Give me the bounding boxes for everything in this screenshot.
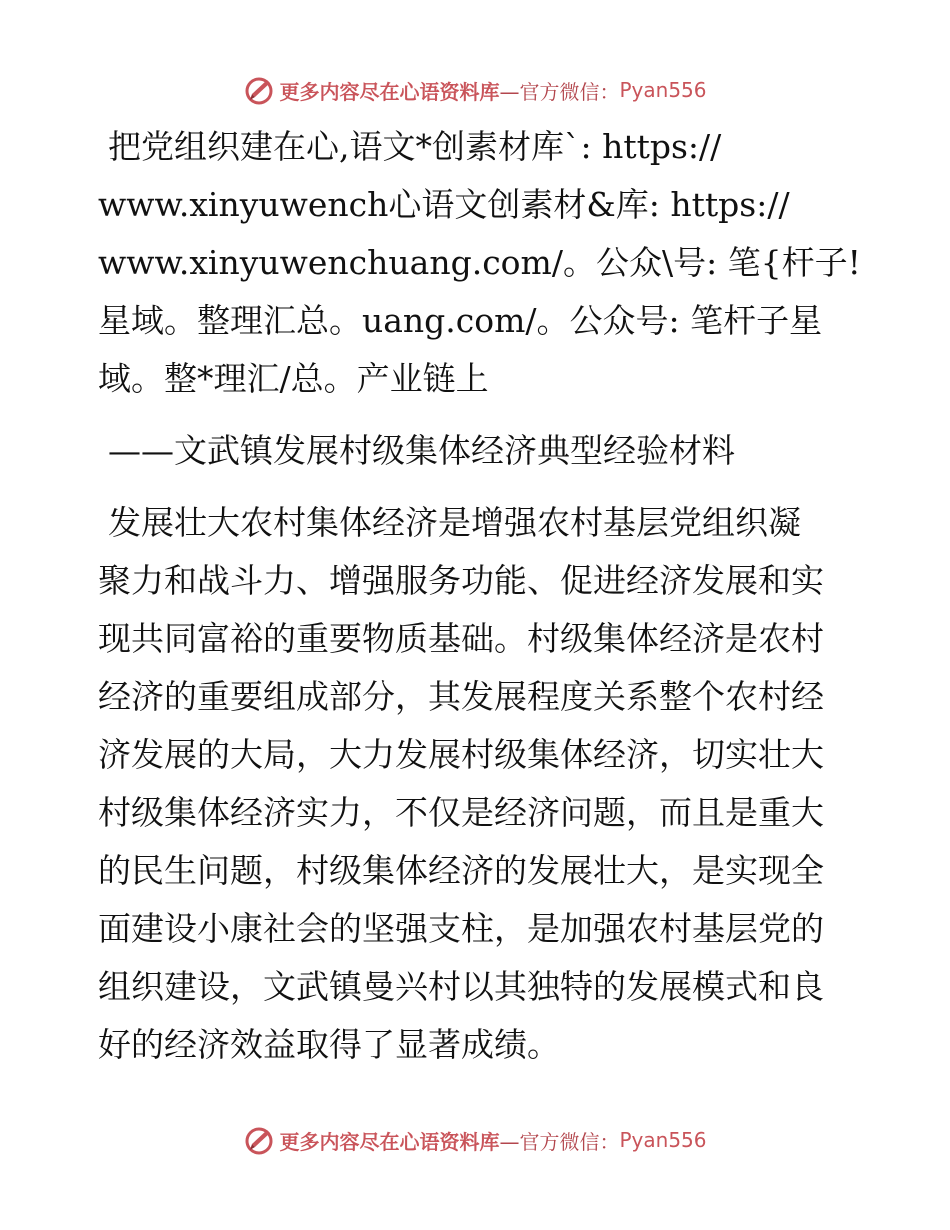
document-content xyxy=(98,118,861,1074)
header-line: 把党组织建在心,语文*创素材库`: https:// xyxy=(108,127,722,166)
body-line: 聚力和战斗力、增强服务功能、促进经济发展和实 xyxy=(98,561,824,600)
watermark-banner-top xyxy=(0,70,950,110)
logo-icon xyxy=(243,1124,275,1156)
header-line: www.xinyuwench心语文创素材&库: https:// xyxy=(98,185,790,224)
watermark-banner-bottom xyxy=(0,1120,950,1160)
logo-icon xyxy=(243,74,275,106)
watermark-brand: 更多内容尽在心语资料库 xyxy=(279,1129,500,1154)
watermark-wechat-id: Pyan556 xyxy=(619,1128,707,1152)
watermark-wechat-label: —官方微信： xyxy=(499,1129,620,1154)
body-line: 面建设小康社会的坚强支柱，是加强农村基层党的 xyxy=(98,909,824,948)
body-line: 好的经济效益取得了显著成绩。 xyxy=(98,1025,560,1064)
header-line: 域。整*理汇/总。产业链上 xyxy=(98,359,489,398)
watermark-wechat-label: —官方微信： xyxy=(499,79,620,104)
body-line: 济发展的大局，大力发展村级集体经济，切实壮大 xyxy=(98,735,824,774)
body-line: 现共同富裕的重要物质基础。村级集体经济是农村 xyxy=(98,619,824,658)
watermark-brand: 更多内容尽在心语资料库 xyxy=(279,79,500,104)
body-line: 村级集体经济实力，不仅是经济问题，而且是重大 xyxy=(98,793,824,832)
document-subtitle: ——文武镇发展村级集体经济典型经验材料 xyxy=(108,431,735,470)
header-line: 星域。整理汇总。uang.com/。公众号: 笔杆子星 xyxy=(98,301,823,340)
body-line: 经济的重要组成部分，其发展程度关系整个农村经 xyxy=(98,677,824,716)
body-line: 发展壮大农村集体经济是增强农村基层党组织凝 xyxy=(108,503,801,542)
body-line: 组织建设，文武镇曼兴村以其独特的发展模式和良 xyxy=(98,967,824,1006)
body-line: 的民生问题，村级集体经济的发展壮大，是实现全 xyxy=(98,851,824,890)
watermark-wechat-id: Pyan556 xyxy=(619,78,707,102)
header-line: www.xinyuwenchuang.com/。公众\号: 笔{杆子! xyxy=(98,243,861,282)
